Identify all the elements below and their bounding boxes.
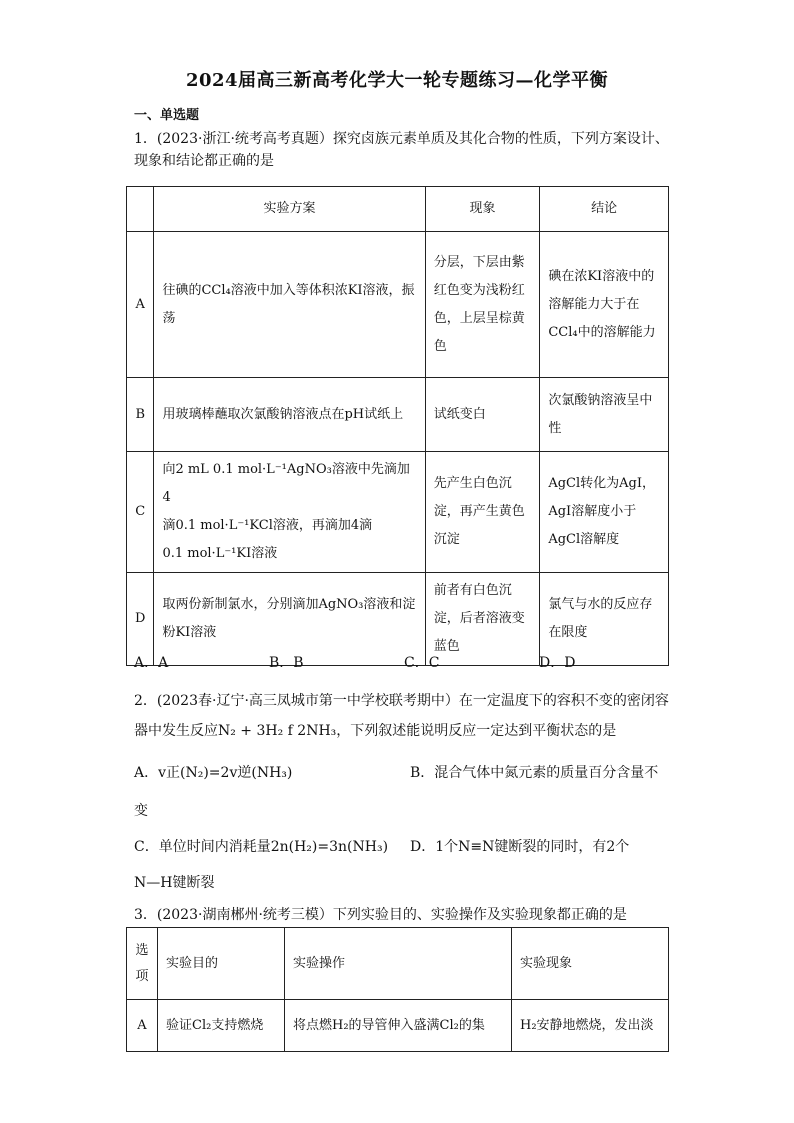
row-label: A [127,1000,158,1052]
header-option: 选项 [127,928,158,1000]
table-row [127,1000,669,1052]
row-conclusion: 碘在浓KI溶液中的溶解能力大于在CCl₄中的溶解能力 [540,232,669,378]
header-result: 实验现象 [512,928,669,1000]
row-operation: 将点燃H₂的导管伸入盛满Cl₂的集 [285,1000,512,1052]
section-heading: 一、单选题 [134,108,200,123]
row-conclusion [540,452,669,573]
q1-table [126,186,669,666]
row-plan: 取两份新制氯水，分别滴加AgNO₃溶液和淀粉KI溶液 [154,573,425,666]
header-phenomenon: 现象 [425,187,540,232]
row-plan-line: 0.1 mol·L⁻¹KI溶液 [162,546,278,561]
row-label: C [127,452,154,573]
row-conclusion: 氯气与水的反应存在限度 [540,573,669,666]
row-label: A [127,232,154,378]
option-b[interactable]: B．B [269,655,304,671]
row-plan: 用玻璃棒蘸取次氯酸钠溶液点在pH试纸上 [154,378,425,452]
row-purpose: 验证Cl₂支持燃烧 [158,1000,285,1052]
row-conclusion: 次氯酸钠溶液呈中性 [540,378,669,452]
row-result: H₂安静地燃烧，发出淡 [512,1000,669,1052]
row-phenomenon: 先产生白色沉淀，再产生黄色沉淀 [425,452,540,573]
table-corner-cell [127,187,154,232]
q1-stem-line2: 现象和结论都正确的是 [134,153,274,169]
q2-option-a[interactable]: A．v正(N₂)=2v逆(NH₃) [134,765,293,781]
q2-option-b[interactable]: B．混合气体中氮元素的质量百分含量不 [410,765,659,781]
q2-option-d[interactable]: D．1个N≡N键断裂的同时，有2个 [410,839,630,855]
q1-stem-line1: 1．(2023·浙江·统考高考真题）探究卤族元素单质及其化合物的性质，下列方案设计、 [134,131,669,147]
option-a[interactable]: A．A [134,655,169,671]
q2-option-c[interactable]: C．单位时间内消耗量2n(H₂)=3n(NH₃) [134,839,389,855]
header-plan: 实验方案 [154,187,425,232]
row-conclusion-line: AgCl转化为AgI， [548,476,656,491]
option-c[interactable]: C．C [404,655,440,671]
header-operation: 实验操作 [285,928,512,1000]
row-phenomenon: 前者有白色沉淀，后者溶液变蓝色 [425,573,540,666]
q2-option-b-cont: 变 [134,803,148,819]
table-row [127,452,669,573]
q3-stem: 3．(2023·湖南郴州·统考三模）下列实验目的、实验操作及实验现象都正确的是 [134,907,627,923]
q2-stem-line2: 器中发生反应N₂ + 3H₂ f 2NH₃，下列叙述能说明反应一定达到平衡状态的是 [134,723,617,739]
table-row [127,378,669,452]
row-phenomenon: 试纸变白 [425,378,540,452]
q1-options [134,652,674,672]
q1-stem [134,128,674,172]
q3-table [126,927,669,1052]
table-header-row [127,928,669,1000]
table-row [127,232,669,378]
row-plan: 往碘的CCl₄溶液中加入等体积浓KI溶液，振荡 [154,232,425,378]
row-plan [154,452,425,573]
header-conclusion: 结论 [540,187,669,232]
page-title: 2024届高三新高考化学大一轮专题练习—化学平衡 [185,70,609,91]
q2-stem-line1: 2．(2023春·辽宁·高三凤城市第一中学校联考期中）在一定温度下的容积不变的密闭容 [134,693,669,709]
header-purpose: 实验目的 [158,928,285,1000]
row-phenomenon: 分层，下层由紫红色变为浅粉红色，上层呈棕黄色 [425,232,540,378]
option-d[interactable]: D．D [539,655,576,671]
q2-stem [134,686,674,746]
row-label: D [127,573,154,666]
table-header-row [127,187,669,232]
row-plan-line: 滴0.1 mol·L⁻¹KCl溶液，再滴加4滴 [162,518,373,533]
q2-option-d-cont: N—H键断裂 [134,875,215,891]
row-conclusion-line: AgCl溶解度 [548,532,620,547]
row-plan-line: 向2 mL 0.1 mol·L⁻¹AgNO₃溶液中先滴加4 [162,462,410,505]
row-label: B [127,378,154,452]
row-conclusion-line: AgI溶解度小于 [548,504,637,519]
